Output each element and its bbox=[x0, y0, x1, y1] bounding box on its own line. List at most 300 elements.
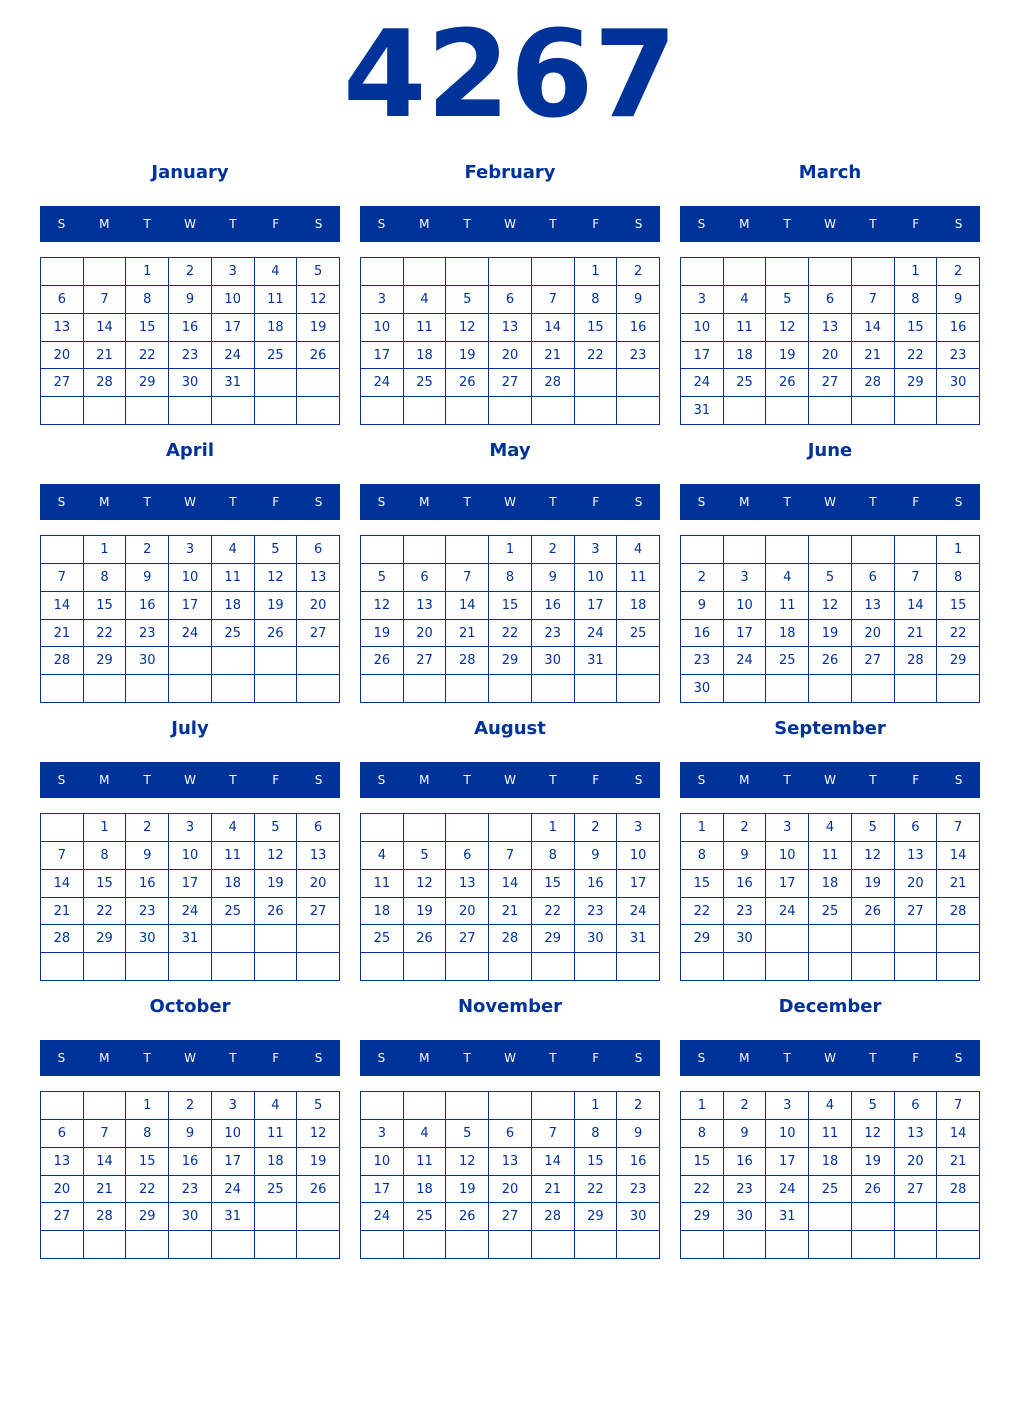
day-cell: 7 bbox=[852, 286, 895, 314]
day-cell: 27 bbox=[809, 369, 852, 397]
day-cell: 25 bbox=[617, 620, 660, 648]
day-cell: 1 bbox=[937, 536, 980, 564]
day-cell: 21 bbox=[937, 870, 980, 898]
day-grid bbox=[360, 813, 660, 981]
day-cell: 8 bbox=[681, 842, 724, 870]
weekday-label: F bbox=[272, 495, 280, 509]
weekday-label: T bbox=[783, 217, 791, 231]
day-cell: 4 bbox=[724, 286, 767, 314]
day-cell: 30 bbox=[617, 1203, 660, 1231]
day-cell: 7 bbox=[895, 564, 938, 592]
day-cell: 27 bbox=[297, 898, 340, 926]
day-cell: 17 bbox=[212, 314, 255, 342]
empty-cell bbox=[681, 258, 724, 286]
empty-cell bbox=[255, 953, 298, 981]
day-cell: 20 bbox=[895, 1148, 938, 1176]
empty-cell bbox=[489, 953, 532, 981]
day-cell: 13 bbox=[297, 842, 340, 870]
day-cell: 12 bbox=[446, 1148, 489, 1176]
month-name: October bbox=[149, 996, 231, 1017]
day-cell: 24 bbox=[681, 369, 724, 397]
day-cell: 23 bbox=[617, 1176, 660, 1204]
day-cell: 28 bbox=[895, 647, 938, 675]
day-grid bbox=[40, 813, 340, 981]
day-cell: 8 bbox=[681, 1120, 724, 1148]
day-cell: 3 bbox=[212, 258, 255, 286]
day-cell: 6 bbox=[446, 842, 489, 870]
day-cell: 26 bbox=[809, 647, 852, 675]
day-cell: 23 bbox=[126, 898, 169, 926]
day-cell: 10 bbox=[212, 1120, 255, 1148]
day-cell: 11 bbox=[617, 564, 660, 592]
empty-cell bbox=[41, 953, 84, 981]
day-cell: 21 bbox=[84, 1176, 127, 1204]
day-cell: 25 bbox=[766, 647, 809, 675]
empty-cell bbox=[575, 397, 618, 425]
empty-cell bbox=[895, 925, 938, 953]
day-cell: 11 bbox=[212, 564, 255, 592]
day-cell: 24 bbox=[766, 1176, 809, 1204]
day-cell: 27 bbox=[895, 1176, 938, 1204]
empty-cell bbox=[852, 953, 895, 981]
empty-cell bbox=[84, 397, 127, 425]
weekday-label: S bbox=[57, 217, 66, 231]
day-cell: 14 bbox=[84, 1148, 127, 1176]
day-cell: 17 bbox=[575, 592, 618, 620]
weekday-label: W bbox=[504, 217, 516, 231]
weekday-label: T bbox=[869, 1051, 877, 1065]
day-cell: 22 bbox=[575, 1176, 618, 1204]
day-cell: 26 bbox=[446, 369, 489, 397]
day-cell: 9 bbox=[532, 564, 575, 592]
day-cell: 24 bbox=[575, 620, 618, 648]
day-cell: 3 bbox=[724, 564, 767, 592]
day-cell: 15 bbox=[681, 1148, 724, 1176]
day-cell: 30 bbox=[724, 925, 767, 953]
day-cell: 23 bbox=[532, 620, 575, 648]
empty-cell bbox=[297, 675, 340, 703]
weekday-label: S bbox=[954, 773, 963, 787]
day-cell: 7 bbox=[446, 564, 489, 592]
day-grid bbox=[40, 1091, 340, 1259]
day-cell: 20 bbox=[489, 342, 532, 370]
day-cell: 5 bbox=[809, 564, 852, 592]
day-cell: 8 bbox=[532, 842, 575, 870]
weekday-label: S bbox=[697, 217, 706, 231]
day-cell: 14 bbox=[532, 314, 575, 342]
empty-cell bbox=[361, 1231, 404, 1259]
day-cell: 22 bbox=[126, 1176, 169, 1204]
empty-cell bbox=[297, 369, 340, 397]
empty-cell bbox=[489, 258, 532, 286]
day-cell: 2 bbox=[681, 564, 724, 592]
day-cell: 1 bbox=[681, 814, 724, 842]
weekday-label: S bbox=[377, 773, 386, 787]
weekday-label: S bbox=[697, 495, 706, 509]
empty-cell bbox=[681, 953, 724, 981]
day-cell: 11 bbox=[724, 314, 767, 342]
empty-cell bbox=[617, 1231, 660, 1259]
empty-cell bbox=[852, 397, 895, 425]
day-cell: 31 bbox=[169, 925, 212, 953]
day-cell: 12 bbox=[297, 286, 340, 314]
day-cell: 18 bbox=[809, 1148, 852, 1176]
empty-cell bbox=[766, 536, 809, 564]
empty-cell bbox=[126, 1231, 169, 1259]
weekday-label: W bbox=[824, 495, 836, 509]
day-cell: 12 bbox=[255, 842, 298, 870]
day-cell: 3 bbox=[361, 286, 404, 314]
weekday-header bbox=[680, 762, 980, 798]
day-cell: 25 bbox=[404, 1203, 447, 1231]
day-cell: 17 bbox=[617, 870, 660, 898]
empty-cell bbox=[532, 397, 575, 425]
day-grid bbox=[360, 535, 660, 703]
empty-cell bbox=[41, 1092, 84, 1120]
day-cell: 4 bbox=[255, 258, 298, 286]
day-cell: 4 bbox=[404, 286, 447, 314]
empty-cell bbox=[895, 675, 938, 703]
day-cell: 26 bbox=[446, 1203, 489, 1231]
day-cell: 21 bbox=[532, 342, 575, 370]
day-cell: 20 bbox=[297, 870, 340, 898]
weekday-label: S bbox=[634, 773, 643, 787]
month-name: December bbox=[778, 996, 882, 1017]
day-cell: 28 bbox=[937, 898, 980, 926]
empty-cell bbox=[169, 647, 212, 675]
day-cell: 5 bbox=[852, 1092, 895, 1120]
empty-cell bbox=[937, 675, 980, 703]
day-cell: 9 bbox=[617, 1120, 660, 1148]
day-cell: 22 bbox=[681, 898, 724, 926]
empty-cell bbox=[766, 258, 809, 286]
weekday-label: M bbox=[419, 217, 430, 231]
year-title: 4267 bbox=[343, 6, 677, 145]
empty-cell bbox=[809, 258, 852, 286]
empty-cell bbox=[212, 953, 255, 981]
day-cell: 16 bbox=[126, 592, 169, 620]
day-cell: 13 bbox=[41, 314, 84, 342]
day-cell: 30 bbox=[169, 369, 212, 397]
day-cell: 17 bbox=[766, 1148, 809, 1176]
day-cell: 5 bbox=[297, 1092, 340, 1120]
weekday-label: M bbox=[99, 495, 110, 509]
day-cell: 13 bbox=[446, 870, 489, 898]
day-cell: 6 bbox=[297, 536, 340, 564]
weekday-label: W bbox=[504, 1051, 516, 1065]
day-cell: 27 bbox=[489, 369, 532, 397]
month-name: March bbox=[798, 162, 862, 183]
day-cell: 5 bbox=[255, 814, 298, 842]
weekday-label: S bbox=[314, 217, 323, 231]
day-cell: 1 bbox=[84, 814, 127, 842]
day-cell: 6 bbox=[41, 286, 84, 314]
day-cell: 16 bbox=[724, 870, 767, 898]
day-cell: 8 bbox=[895, 286, 938, 314]
day-cell: 23 bbox=[169, 342, 212, 370]
day-cell: 6 bbox=[297, 814, 340, 842]
day-cell: 23 bbox=[724, 898, 767, 926]
weekday-label: T bbox=[549, 1051, 557, 1065]
day-cell: 13 bbox=[895, 842, 938, 870]
day-cell: 10 bbox=[212, 286, 255, 314]
day-cell: 22 bbox=[895, 342, 938, 370]
empty-cell bbox=[404, 536, 447, 564]
day-cell: 1 bbox=[126, 1092, 169, 1120]
day-cell: 8 bbox=[575, 286, 618, 314]
day-cell: 3 bbox=[169, 536, 212, 564]
weekday-label: T bbox=[143, 773, 151, 787]
day-cell: 3 bbox=[617, 814, 660, 842]
day-cell: 26 bbox=[297, 1176, 340, 1204]
day-cell: 28 bbox=[937, 1176, 980, 1204]
day-cell: 14 bbox=[937, 1120, 980, 1148]
day-cell: 16 bbox=[681, 620, 724, 648]
day-cell: 24 bbox=[169, 898, 212, 926]
day-cell: 31 bbox=[617, 925, 660, 953]
day-cell: 1 bbox=[532, 814, 575, 842]
day-cell: 14 bbox=[84, 314, 127, 342]
day-cell: 2 bbox=[724, 1092, 767, 1120]
day-cell: 12 bbox=[297, 1120, 340, 1148]
day-cell: 22 bbox=[84, 898, 127, 926]
day-cell: 2 bbox=[617, 1092, 660, 1120]
day-cell: 30 bbox=[532, 647, 575, 675]
day-cell: 14 bbox=[532, 1148, 575, 1176]
day-cell: 24 bbox=[766, 898, 809, 926]
weekday-header bbox=[40, 206, 340, 242]
empty-cell bbox=[446, 258, 489, 286]
weekday-label: W bbox=[504, 495, 516, 509]
month-name: September bbox=[774, 718, 886, 739]
empty-cell bbox=[212, 925, 255, 953]
day-cell: 22 bbox=[84, 620, 127, 648]
day-cell: 1 bbox=[84, 536, 127, 564]
weekday-label: S bbox=[954, 1051, 963, 1065]
empty-cell bbox=[852, 258, 895, 286]
weekday-label: S bbox=[314, 1051, 323, 1065]
weekday-label: F bbox=[912, 1051, 920, 1065]
day-cell: 25 bbox=[809, 898, 852, 926]
day-cell: 11 bbox=[404, 1148, 447, 1176]
day-cell: 13 bbox=[297, 564, 340, 592]
weekday-label: T bbox=[549, 495, 557, 509]
day-cell: 12 bbox=[852, 1120, 895, 1148]
day-cell: 13 bbox=[809, 314, 852, 342]
day-cell: 29 bbox=[532, 925, 575, 953]
day-cell: 1 bbox=[575, 1092, 618, 1120]
empty-cell bbox=[617, 675, 660, 703]
day-cell: 25 bbox=[404, 369, 447, 397]
weekday-label: T bbox=[783, 773, 791, 787]
empty-cell bbox=[852, 1203, 895, 1231]
day-cell: 19 bbox=[297, 1148, 340, 1176]
day-cell: 15 bbox=[532, 870, 575, 898]
day-cell: 17 bbox=[766, 870, 809, 898]
day-cell: 2 bbox=[532, 536, 575, 564]
day-cell: 16 bbox=[617, 1148, 660, 1176]
weekday-header bbox=[680, 1040, 980, 1076]
empty-cell bbox=[212, 397, 255, 425]
day-cell: 15 bbox=[575, 1148, 618, 1176]
day-cell: 23 bbox=[617, 342, 660, 370]
empty-cell bbox=[852, 1231, 895, 1259]
weekday-label: M bbox=[419, 495, 430, 509]
day-cell: 29 bbox=[681, 925, 724, 953]
day-grid bbox=[680, 1091, 980, 1259]
day-cell: 30 bbox=[575, 925, 618, 953]
empty-cell bbox=[617, 369, 660, 397]
day-cell: 7 bbox=[937, 814, 980, 842]
day-cell: 18 bbox=[809, 870, 852, 898]
day-cell: 30 bbox=[724, 1203, 767, 1231]
day-cell: 16 bbox=[169, 1148, 212, 1176]
empty-cell bbox=[255, 675, 298, 703]
empty-cell bbox=[766, 925, 809, 953]
weekday-label: M bbox=[99, 217, 110, 231]
day-cell: 23 bbox=[169, 1176, 212, 1204]
day-cell: 13 bbox=[404, 592, 447, 620]
day-cell: 30 bbox=[126, 925, 169, 953]
day-cell: 10 bbox=[361, 1148, 404, 1176]
weekday-label: S bbox=[954, 217, 963, 231]
day-cell: 10 bbox=[724, 592, 767, 620]
empty-cell bbox=[852, 536, 895, 564]
day-cell: 29 bbox=[575, 1203, 618, 1231]
day-cell: 9 bbox=[169, 1120, 212, 1148]
day-cell: 6 bbox=[852, 564, 895, 592]
empty-cell bbox=[895, 536, 938, 564]
empty-cell bbox=[724, 536, 767, 564]
empty-cell bbox=[532, 1092, 575, 1120]
empty-cell bbox=[724, 1231, 767, 1259]
weekday-header bbox=[680, 484, 980, 520]
day-cell: 7 bbox=[532, 286, 575, 314]
day-grid bbox=[360, 257, 660, 425]
day-cell: 22 bbox=[937, 620, 980, 648]
empty-cell bbox=[361, 258, 404, 286]
day-cell: 16 bbox=[532, 592, 575, 620]
weekday-label: T bbox=[869, 495, 877, 509]
day-cell: 8 bbox=[489, 564, 532, 592]
weekday-label: T bbox=[229, 495, 237, 509]
day-cell: 8 bbox=[937, 564, 980, 592]
day-cell: 24 bbox=[212, 1176, 255, 1204]
day-cell: 27 bbox=[489, 1203, 532, 1231]
day-cell: 18 bbox=[255, 1148, 298, 1176]
weekday-header bbox=[40, 1040, 340, 1076]
empty-cell bbox=[617, 397, 660, 425]
day-cell: 26 bbox=[766, 369, 809, 397]
day-cell: 14 bbox=[852, 314, 895, 342]
day-cell: 30 bbox=[937, 369, 980, 397]
day-cell: 12 bbox=[852, 842, 895, 870]
day-cell: 29 bbox=[126, 369, 169, 397]
day-cell: 7 bbox=[532, 1120, 575, 1148]
day-cell: 28 bbox=[84, 1203, 127, 1231]
empty-cell bbox=[532, 953, 575, 981]
weekday-label: S bbox=[634, 1051, 643, 1065]
empty-cell bbox=[404, 258, 447, 286]
empty-cell bbox=[575, 369, 618, 397]
empty-cell bbox=[361, 397, 404, 425]
weekday-label: S bbox=[634, 217, 643, 231]
day-cell: 13 bbox=[895, 1120, 938, 1148]
day-cell: 5 bbox=[297, 258, 340, 286]
empty-cell bbox=[361, 953, 404, 981]
day-cell: 27 bbox=[852, 647, 895, 675]
day-cell: 13 bbox=[41, 1148, 84, 1176]
empty-cell bbox=[297, 925, 340, 953]
day-cell: 9 bbox=[724, 1120, 767, 1148]
day-cell: 14 bbox=[937, 842, 980, 870]
day-cell: 2 bbox=[575, 814, 618, 842]
weekday-label: T bbox=[869, 773, 877, 787]
day-cell: 4 bbox=[809, 814, 852, 842]
day-cell: 31 bbox=[766, 1203, 809, 1231]
empty-cell bbox=[532, 258, 575, 286]
empty-cell bbox=[255, 1231, 298, 1259]
day-cell: 2 bbox=[617, 258, 660, 286]
day-cell: 26 bbox=[255, 898, 298, 926]
weekday-header bbox=[40, 762, 340, 798]
day-cell: 17 bbox=[724, 620, 767, 648]
weekday-label: T bbox=[463, 495, 471, 509]
empty-cell bbox=[169, 397, 212, 425]
day-cell: 28 bbox=[852, 369, 895, 397]
day-cell: 26 bbox=[852, 898, 895, 926]
weekday-label: T bbox=[143, 1051, 151, 1065]
day-cell: 4 bbox=[255, 1092, 298, 1120]
empty-cell bbox=[681, 1231, 724, 1259]
empty-cell bbox=[532, 675, 575, 703]
day-cell: 8 bbox=[126, 286, 169, 314]
day-cell: 11 bbox=[255, 286, 298, 314]
day-cell: 12 bbox=[766, 314, 809, 342]
empty-cell bbox=[255, 1203, 298, 1231]
day-cell: 10 bbox=[169, 564, 212, 592]
weekday-label: F bbox=[272, 217, 280, 231]
day-cell: 28 bbox=[532, 369, 575, 397]
empty-cell bbox=[446, 1231, 489, 1259]
weekday-label: S bbox=[377, 217, 386, 231]
day-cell: 16 bbox=[617, 314, 660, 342]
weekday-header bbox=[360, 484, 660, 520]
day-cell: 27 bbox=[404, 647, 447, 675]
day-cell: 6 bbox=[41, 1120, 84, 1148]
empty-cell bbox=[41, 1231, 84, 1259]
empty-cell bbox=[724, 675, 767, 703]
day-cell: 29 bbox=[126, 1203, 169, 1231]
day-cell: 6 bbox=[489, 286, 532, 314]
weekday-label: S bbox=[377, 1051, 386, 1065]
day-cell: 28 bbox=[446, 647, 489, 675]
day-cell: 10 bbox=[169, 842, 212, 870]
weekday-label: T bbox=[549, 773, 557, 787]
weekday-label: F bbox=[912, 217, 920, 231]
day-cell: 7 bbox=[937, 1092, 980, 1120]
empty-cell bbox=[169, 953, 212, 981]
day-cell: 9 bbox=[681, 592, 724, 620]
day-cell: 17 bbox=[169, 870, 212, 898]
day-cell: 11 bbox=[766, 592, 809, 620]
empty-cell bbox=[404, 814, 447, 842]
day-cell: 26 bbox=[404, 925, 447, 953]
weekday-label: W bbox=[184, 773, 196, 787]
day-cell: 4 bbox=[212, 814, 255, 842]
day-cell: 27 bbox=[895, 898, 938, 926]
empty-cell bbox=[895, 953, 938, 981]
